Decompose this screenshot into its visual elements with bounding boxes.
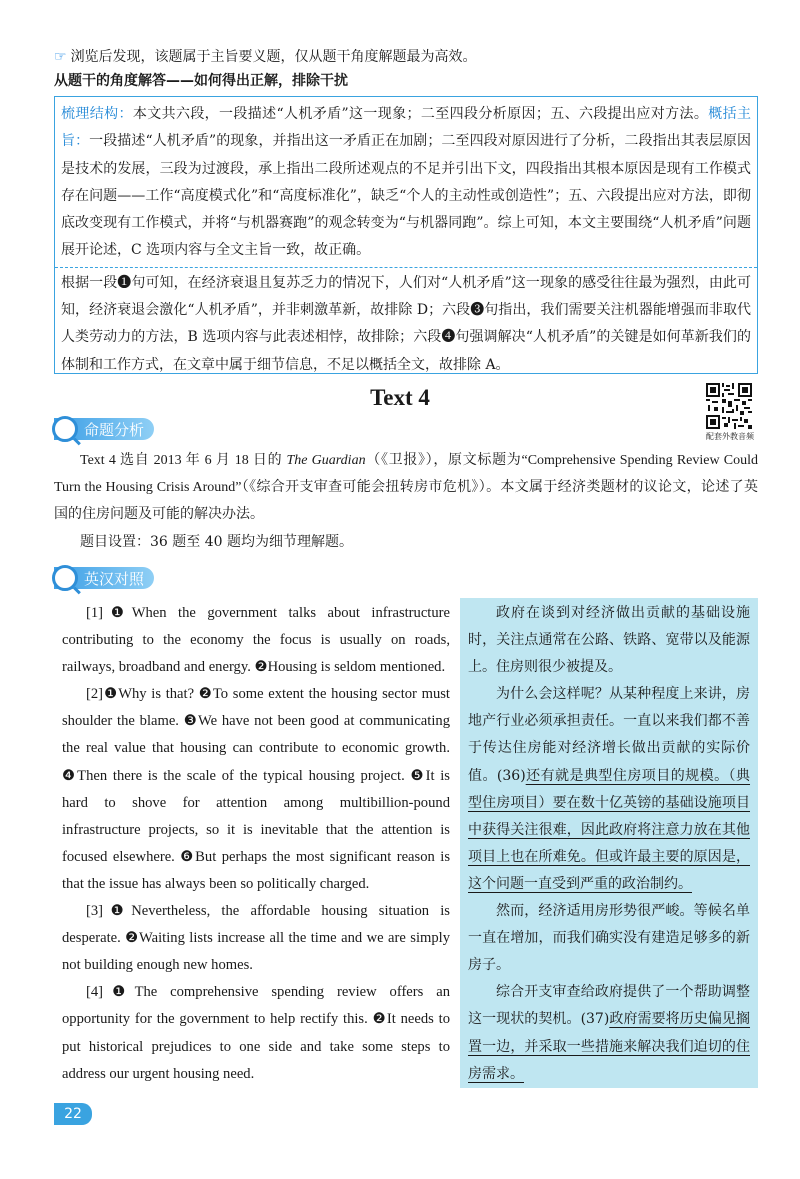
analysis-box: [54, 96, 758, 374]
sub-heading: 从题干的角度解答——如何得出正解，排除干扰: [54, 73, 348, 89]
analysis-elimination: 根据一段❶句可知，在经济衰退且复苏乏力的情况下，人们对“人机矛盾”这一现象的感受往往最为强烈，由此可知，经济衰退会激化“人机矛盾”，并非刺激革新，故排除 D；六段❸句指出，我们需要关注机器能增强而非取代人类劳动力的方法，B 选项内容与此表述相悖，故排除；六段❹句强调解决“人机矛盾”的关键是如何革新我们的体制和工作方式，在文章中属于细节信息，不足以概括全文，故排除 A。: [61, 274, 751, 373]
english-paragraph: [4]❶The comprehensive spending review offers an opportunity for the government to help rectify this. ❷It needs to put historical prejudices to one side and take some steps to address our urgent housing need.: [62, 984, 450, 1082]
section-tag-analysis: [54, 417, 154, 441]
answer-underline: 政府需要将历史偏见搁置一边，并采取一些措施来解决我们迫切的住房需求。: [468, 1011, 751, 1082]
english-paragraph: [3]❶Nevertheless, the affordable housing situation is desperate. ❷Waiting lists increase all the time and we are simply not building enough new homes.: [62, 903, 450, 974]
chinese-paragraph: 政府在谈到对经济做出贡献的基础设施时，关注点通常在公路、铁路、宽带以及能源上。住房则很少被提及。: [468, 605, 750, 676]
source-name: The Guardian: [286, 453, 366, 468]
section-tag-label: 命题分析: [84, 420, 145, 439]
magnifier-icon: [52, 416, 78, 442]
structure-text: 本文共六段，一段描述“人机矛盾”这一现象；二至四段分析原因；五、六段提出应对方法。: [132, 106, 709, 122]
chinese-paragraph: [468, 681, 750, 898]
source-intro: Text 4 选自 2013 年 6 月 18 日的: [80, 453, 287, 468]
hint-line: [54, 46, 477, 66]
question-marker: (37): [580, 1011, 610, 1028]
theme-text: 一段描述“人机矛盾”的现象，并指出这一矛盾正在加剧；二至四段对原因进行了分析，二段指出其表层原因是技术的发展，三段为过渡段，承上指出二段所述观点的不足并引出下文，四段指出其根本原因是现有工作模式存在问题——工作“高度模式化”和“高度标准化”，缺乏“个人的主动性或创造性”；五、六段提出应对方法，即彻底改变现有工作模式，并将“与机器赛跑”的观念转变为“与机器同跑”。综上可知，本文主要围绕“人机矛盾”问题展开论述，C 选项内容与全文主旨一致，故正确。: [61, 133, 752, 259]
theme-label: 概括主旨：: [61, 106, 752, 150]
chinese-paragraph: [468, 979, 750, 1087]
chinese-text: 为什么会这样呢？从某种程度上来讲，房地产行业必须承担责任。一直以来我们都不善于传达住房能对经济增长做出贡献的实际价值。: [468, 686, 750, 784]
section1-paragraph: [54, 447, 758, 528]
chinese-paragraph: 然而，经济适用房形势很严峻。等候名单一直在增加，而我们确实没有建造足够多的新房子。: [468, 903, 750, 974]
english-paragraph: [2]❶Why is that? ❷To some extent the housing sector must shoulder the blame. ❸We have not been good at communicating the real value that housing can contribute to economic growth. ❹Then there is the scale of the typical housing project. ❺It is hard to shove for attention among multibillion-pound infrastructure projects, so it is inevitable that the attention is focused elsewhere. ❻But perhaps the most significant reason is that the issue has always been so politically charged.: [62, 686, 450, 892]
chinese-text: 综合开支审查给政府提供了一个帮助调整这一现状的契机。: [468, 984, 750, 1028]
structure-label: 梳理结构：: [61, 106, 133, 122]
chinese-column: [460, 598, 758, 1088]
page-number: 22: [54, 1103, 92, 1125]
qr-caption: 配套外教音频: [706, 432, 754, 441]
section-tag-bilingual: [54, 566, 154, 590]
answer-underline: 还有就是典型住房项目的规模。（典型住房项目）要在数十亿英镑的基础设施项目中获得关注很难，因此政府将注意力放在其他项目上也在所难免。但或许最主要的原因是，这个问题一直受到严重的政治制约。: [468, 767, 751, 892]
section-tag-label: 英汉对照: [84, 569, 145, 588]
question-setup: 题目设置：36 题至 40 题均为细节理解题。: [80, 534, 353, 550]
magnifier-icon: [52, 565, 78, 591]
source-description: （《卫报》），原文标题为“Comprehensive Spending Review Could Turn the Housing Crisis Around”（《综合开支审查可能会扭转房市危机》）。本文属于经济类题材的议论文，论述了英国的住房问题及可能的解决办法。: [54, 453, 758, 522]
analysis-structure-theme: [55, 97, 757, 265]
qr-code-icon: [706, 383, 752, 429]
question-marker: (36): [496, 767, 526, 784]
text-title: Text 4: [370, 385, 430, 410]
hint-text: 浏览后发现，该题属于主旨要义题，仅从题干角度解题最为高效。: [70, 49, 477, 65]
english-paragraph: [1]❶When the government talks about infrastructure contributing to the economy the focus is usually on roads, railways, broadband and energy. ❷Housing is seldom mentioned.: [62, 605, 450, 676]
english-column: [62, 600, 450, 1088]
pointing-hand-icon: ☞: [54, 49, 67, 65]
